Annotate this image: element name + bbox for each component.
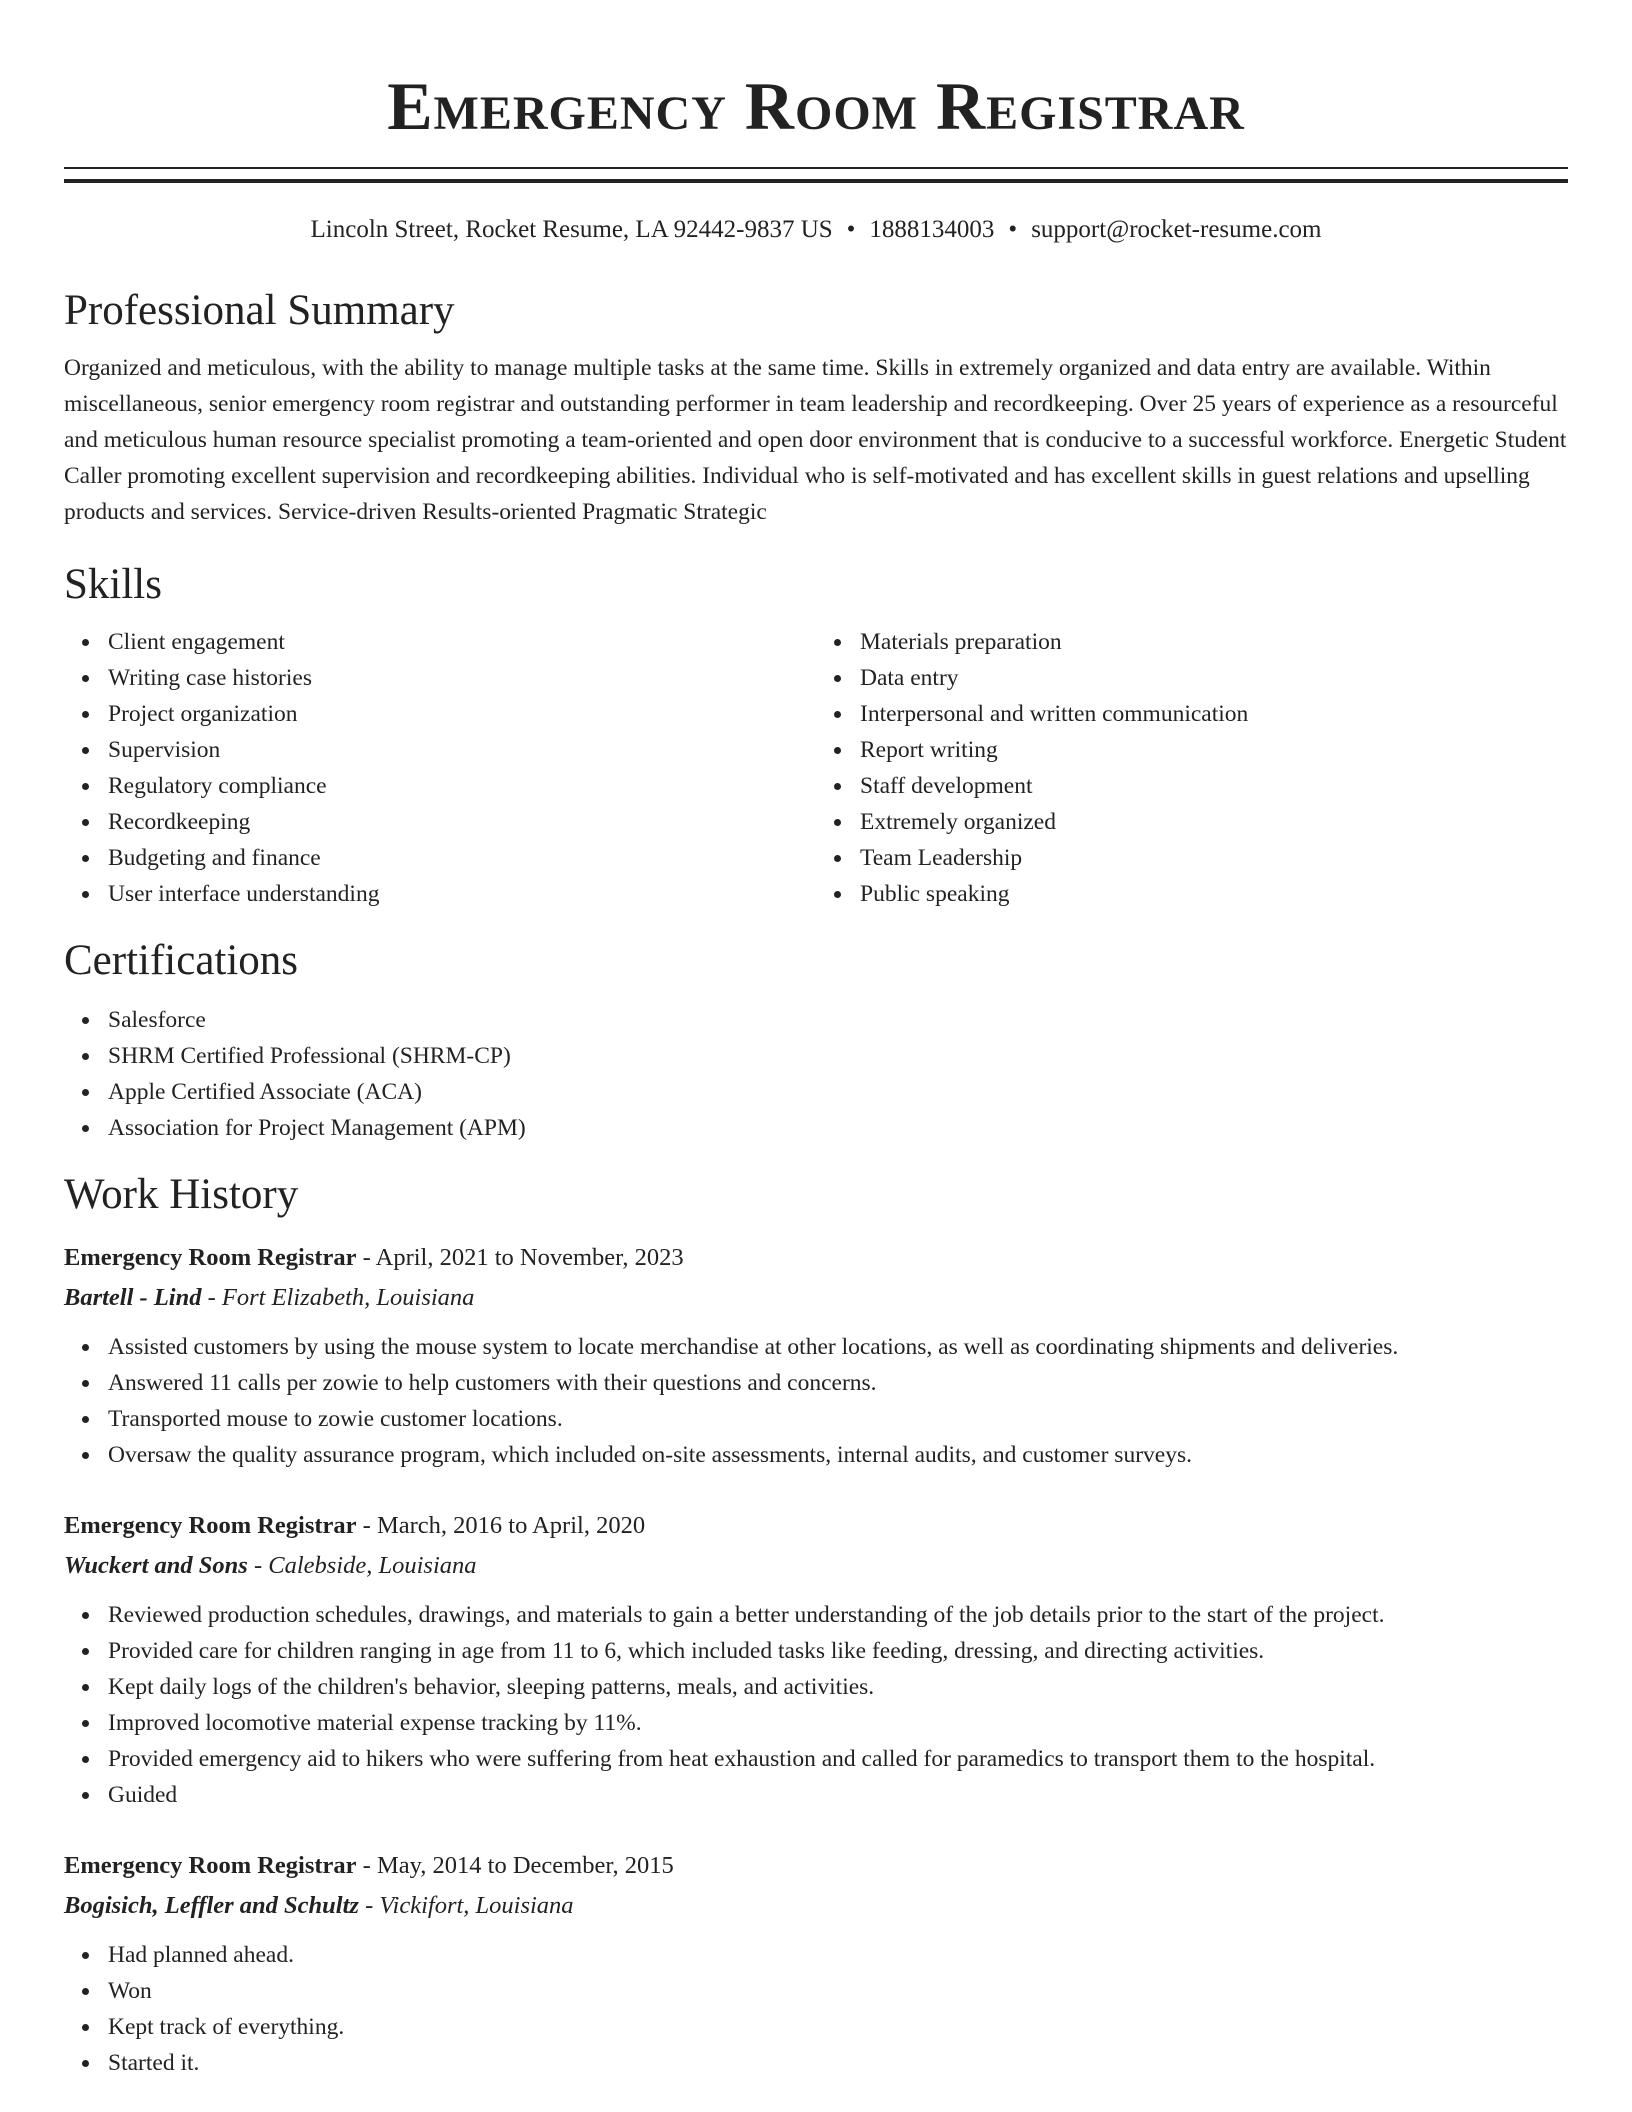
certification-item: Salesforce: [108, 1002, 1568, 1038]
title-double-rule: [64, 167, 1568, 183]
certification-item: SHRM Certified Professional (SHRM-CP): [108, 1038, 1568, 1074]
job-location: Vickifort, Louisiana: [379, 1892, 574, 1919]
job-dash: -: [362, 1852, 371, 1879]
skill-item: Extremely organized: [860, 804, 1568, 840]
skill-item: Project organization: [108, 696, 816, 732]
job-dates: May, 2014 to December, 2015: [376, 1852, 674, 1879]
skill-item: Staff development: [860, 768, 1568, 804]
skill-item: Writing case histories: [108, 660, 816, 696]
certification-item: Association for Project Management (APM): [108, 1110, 1568, 1146]
job-dash: -: [362, 1244, 371, 1271]
skill-item: Public speaking: [860, 876, 1568, 912]
job-dates: April, 2021 to November, 2023: [375, 1244, 684, 1271]
skill-item: Client engagement: [108, 624, 816, 660]
skill-item: Recordkeeping: [108, 804, 816, 840]
job-bullet: Transported mouse to zowie customer locations.: [108, 1401, 1568, 1437]
job-company-line: [64, 1546, 1568, 1586]
job-bullet: Provided emergency aid to hikers who were suffering from heat exhaustion and called for paramedics to transport them to the hospital.: [108, 1741, 1568, 1777]
job-company: Bartell - Lind: [64, 1284, 202, 1311]
job-dash: -: [253, 1552, 263, 1579]
skill-item: Interpersonal and written communication: [860, 696, 1568, 732]
job-title-line: [64, 1238, 1568, 1278]
job-bullet: Assisted customers by using the mouse system to locate merchandise at other locations, as well as coordinating shipments and deliveries.: [108, 1329, 1568, 1365]
job-bullet: Answered 11 calls per zowie to help customers with their questions and concerns.: [108, 1365, 1568, 1401]
job-bullet: Kept track of everything.: [108, 2009, 1568, 2045]
job-bullets: [64, 1937, 1568, 2081]
certification-item: Apple Certified Associate (ACA): [108, 1074, 1568, 1110]
contact-line: [64, 213, 1568, 247]
job-title: Emergency Room Registrar: [64, 1512, 357, 1539]
job-dash: -: [365, 1892, 374, 1919]
skills-columns: [64, 624, 1568, 912]
job-company: Bogisich, Leffler and Schultz: [64, 1892, 359, 1919]
skill-item: User interface understanding: [108, 876, 816, 912]
job-location: Fort Elizabeth, Louisiana: [221, 1284, 475, 1311]
job-title: Emergency Room Registrar: [64, 1244, 357, 1271]
job-bullet: Started it.: [108, 2045, 1568, 2081]
skills-heading: Skills: [64, 561, 162, 608]
work-history-heading: Work History: [64, 1171, 299, 1218]
contact-email: support@rocket-resume.com: [1031, 216, 1322, 243]
job-dash: -: [362, 1512, 371, 1539]
summary-heading: Professional Summary: [64, 287, 455, 334]
job-bullet: Guided: [108, 1777, 1568, 1813]
job-bullets: [64, 1597, 1568, 1813]
job-dash: -: [207, 1284, 216, 1311]
skill-item: Report writing: [860, 732, 1568, 768]
job-bullet: Had planned ahead.: [108, 1937, 1568, 1973]
job-company: Wuckert and Sons: [64, 1552, 248, 1579]
skills-left-list: [64, 624, 816, 912]
skill-item: Materials preparation: [860, 624, 1568, 660]
job-entry: [64, 1506, 1568, 1813]
contact-separator: •: [846, 216, 856, 243]
skill-item: Supervision: [108, 732, 816, 768]
skill-item: Budgeting and finance: [108, 840, 816, 876]
job-entry: [64, 1846, 1568, 2081]
job-bullet: Reviewed production schedules, drawings, and materials to gain a better understanding of the job details prior to the start of the project.: [108, 1597, 1568, 1633]
skill-item: Team Leadership: [860, 840, 1568, 876]
job-location: Calebside, Louisiana: [268, 1552, 477, 1579]
job-bullet: Won: [108, 1973, 1568, 2009]
certifications-heading: Certifications: [64, 937, 299, 984]
certifications-list: [64, 1002, 1568, 1146]
contact-address: Lincoln Street, Rocket Resume, LA 92442-9837 US: [310, 216, 833, 243]
summary-text: Organized and meticulous, with the ability to manage multiple tasks at the same time. Skills in extremely organized and data entry are available. Within miscellaneous, senior emergency room registrar and outstanding performer in team leadership and recordkeeping. Over 25 years of experience as a resourceful and meticulous human resource specialist promoting a team-oriented and open door environment that is conducive to a successful workforce. Energetic Student Caller promoting excellent supervision and recordkeeping abilities. Individual who is self-motivated and has excellent skills in guest relations and upselling products and services. Service-driven Results-oriented Pragmatic Strategic: [64, 355, 1567, 525]
job-dates: March, 2016 to April, 2020: [376, 1512, 646, 1539]
job-title-line: [64, 1506, 1568, 1546]
skill-item: Regulatory compliance: [108, 768, 816, 804]
job-bullet: Improved locomotive material expense tracking by 11%.: [108, 1705, 1568, 1741]
job-company-line: [64, 1278, 1568, 1318]
job-title: Emergency Room Registrar: [64, 1852, 357, 1879]
contact-phone: 1888134003: [869, 216, 995, 243]
resume-name-title: Emergency Room Registrar: [387, 68, 1245, 144]
job-company-line: [64, 1886, 1568, 1926]
contact-separator: •: [1008, 216, 1018, 243]
job-title-line: [64, 1846, 1568, 1886]
skill-item: Data entry: [860, 660, 1568, 696]
job-entry: [64, 1238, 1568, 1473]
resume-page: [64, 0, 1568, 2081]
job-bullets: [64, 1329, 1568, 1473]
skills-right-list: [816, 624, 1568, 912]
job-bullet: Kept daily logs of the children's behavior, sleeping patterns, meals, and activities.: [108, 1669, 1568, 1705]
job-bullet: Oversaw the quality assurance program, which included on-site assessments, internal audits, and customer surveys.: [108, 1437, 1568, 1473]
job-bullet: Provided care for children ranging in age from 11 to 6, which included tasks like feeding, dressing, and directing activities.: [108, 1633, 1568, 1669]
